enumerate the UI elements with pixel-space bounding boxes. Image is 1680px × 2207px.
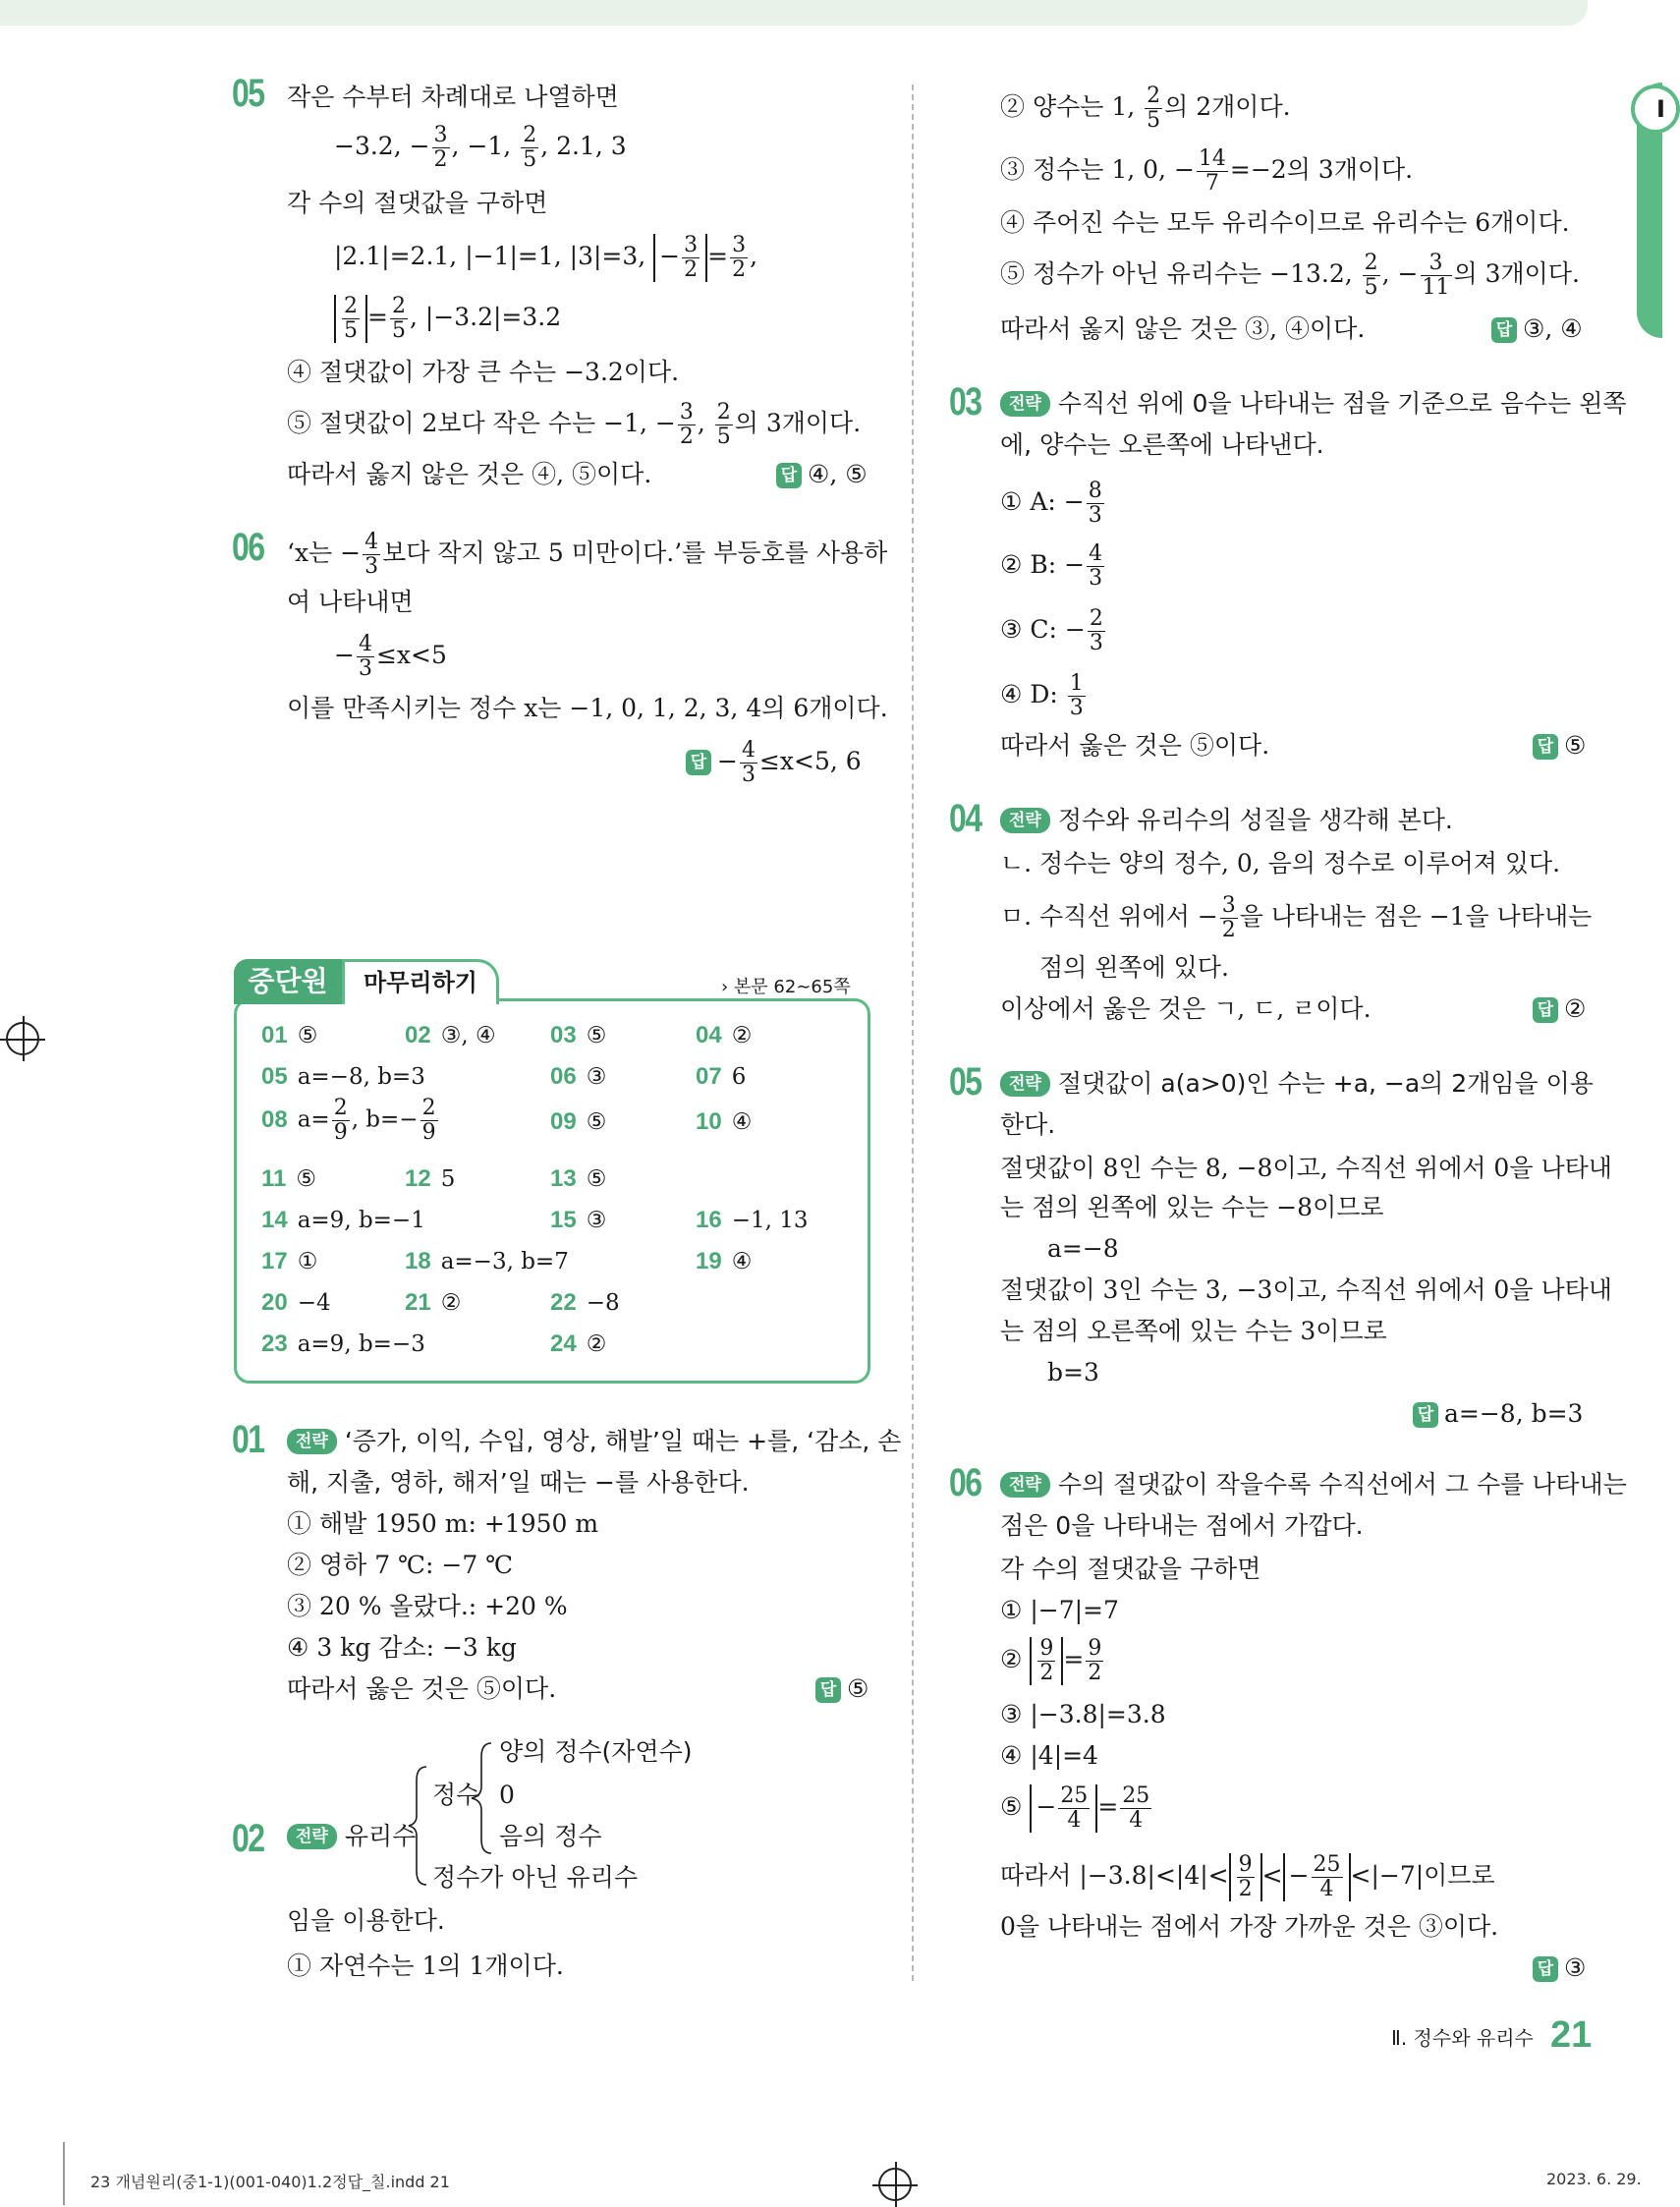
summary-answer-number: 02 <box>405 1022 431 1048</box>
summary-answer-item <box>696 1207 809 1234</box>
summary-answer-value: ⑤ <box>586 1109 607 1135</box>
summary-answer-value: ② <box>586 1331 607 1357</box>
fraction: $\frac{2}{5}$ <box>523 123 537 172</box>
q04-number: 04 <box>949 797 981 840</box>
q05r-line5: a=−8 <box>1047 1234 1119 1263</box>
fraction: $\frac{2}{5}$ <box>1147 84 1161 133</box>
summary-answer-item <box>261 1022 317 1049</box>
fraction: $\frac{4}{3}$ <box>364 530 379 579</box>
fraction: $\frac{3}{2}$ <box>679 400 694 449</box>
q06r-line2: 점은 0을 나타내는 점에서 가깝다. <box>1000 1511 1364 1540</box>
summary-answer-item <box>405 1022 496 1049</box>
summary-answer-item <box>550 1289 620 1317</box>
fraction: $\frac{3}{2}$ <box>1221 893 1236 942</box>
q06-answer: 답 − $\frac{4}{3}$ ≤x<5, 6 <box>686 739 862 787</box>
q06r-line6: ③ |−3.8|=3.8 <box>1000 1700 1166 1728</box>
summary-answer-item <box>550 1207 606 1234</box>
q03-c: ③ C: − $\frac{2}{3}$ <box>1000 606 1103 655</box>
q02-root: 전략 유리수 <box>287 1816 416 1857</box>
chapter-side-marker: I <box>1631 85 1680 134</box>
q02-line-after: 임을 이용한다. <box>287 1906 445 1935</box>
q05-line4: |2.1|=2.1, |−1|=1, |3|=3, − $\frac{3}{2}$ = $\frac{3}{2}$ , <box>334 233 758 282</box>
summary-answer-number: 24 <box>550 1330 577 1357</box>
q02c-line2: ③ 정수는 1, 0, − $\frac{14}{7}$ =−2의 3개이다. <box>1000 146 1414 196</box>
q03-answer: 답 ⑤ <box>1533 725 1586 766</box>
summary-answer-value: a=9, b=−1 <box>297 1208 425 1233</box>
q02-number: 02 <box>232 1817 264 1860</box>
q04-line5: 이상에서 옳은 것은 ㄱ, ㄷ, ㄹ이다. <box>1000 994 1372 1023</box>
summary-answer-value: −1, 13 <box>731 1208 809 1233</box>
q05-number: 05 <box>232 72 264 115</box>
fraction: $\frac{2}{5}$ <box>391 294 406 343</box>
summary-answer-number: 23 <box>261 1330 288 1357</box>
q05r-number: 05 <box>949 1060 981 1104</box>
summary-answer-item: 08 a= $\frac{2}{9}$ , b=− $\frac{2}{9}$ <box>261 1096 436 1145</box>
summary-answer-item <box>550 1330 606 1358</box>
q02c-line5: 따라서 옳지 않은 것은 ③, ④이다. <box>1000 314 1366 343</box>
q03-line1: 전략 수직선 위에 0을 나타내는 점을 기준으로 음수는 왼쪽 <box>1000 383 1627 424</box>
q05-line2: −3.2, − $\frac{3}{2}$ , −1, $\frac{2}{5}$ , 2.1, 3 <box>334 123 627 172</box>
summary-answer-number: 21 <box>405 1289 431 1316</box>
summary-answer-number: 18 <box>405 1248 431 1274</box>
fraction: $\frac{4}{3}$ <box>358 632 372 681</box>
summary-answer-value: ④ <box>731 1109 753 1135</box>
bottom-rule <box>63 2142 65 2205</box>
q02-zero: 0 <box>499 1781 515 1809</box>
q04-answer: 답 ② <box>1533 989 1586 1030</box>
strategy-tag: 전략 <box>287 1824 337 1849</box>
q03-b: ② B: − $\frac{4}{3}$ <box>1000 541 1103 591</box>
summary-answer-value: ① <box>297 1249 318 1274</box>
summary-answer-number: 06 <box>550 1063 577 1090</box>
q05r-line4: 는 점의 왼쪽에 있는 수는 −8이므로 <box>1000 1193 1384 1221</box>
summary-answer-number: 05 <box>261 1063 288 1090</box>
q05r-line1: 전략 절댓값이 a(a>0)인 수는 +a, −a의 2개임을 이용 <box>1000 1063 1594 1104</box>
footer-date: 2023. 6. 29. <box>1546 2170 1642 2188</box>
q05-line3: 각 수의 절댓값을 구하면 <box>287 189 548 217</box>
summary-answer-number: 11 <box>261 1165 287 1192</box>
summary-answer-number: 03 <box>550 1022 577 1048</box>
summary-answer-value: ④ <box>731 1249 753 1274</box>
summary-answer-value: 6 <box>731 1064 747 1090</box>
summary-answer-value: ⑤ <box>586 1023 607 1048</box>
answer-badge: 답 <box>686 750 711 775</box>
summary-answer-number: 16 <box>696 1207 722 1233</box>
summary-answer-value: ⑤ <box>586 1166 607 1192</box>
summary-answer-item <box>550 1063 606 1091</box>
summary-answer-number: 15 <box>550 1207 577 1233</box>
summary-answer-number: 10 <box>696 1108 722 1135</box>
summary-answer-item <box>696 1108 752 1136</box>
strategy-tag: 전략 <box>1000 1472 1050 1498</box>
page-number: 21 <box>1550 2014 1593 2056</box>
summary-answer-item <box>696 1022 752 1049</box>
q02-non-integers: 정수가 아닌 유리수 <box>432 1863 639 1892</box>
summary-answer-item <box>550 1022 606 1049</box>
q02c-line4: ⑤ 정수가 아닌 유리수는 −13.2, $\frac{2}{5}$ , − $\frac{3}{11}$ 의 3개이다. <box>1000 251 1580 300</box>
summary-answer-value: 5 <box>440 1166 456 1192</box>
answer-badge: 답 <box>776 463 802 488</box>
summary-answer-item <box>405 1165 455 1193</box>
summary-answer-value: −4 <box>297 1290 331 1316</box>
q05r-line3: 절댓값이 8인 수는 8, −8이고, 수직선 위에서 0을 나타내 <box>1000 1154 1612 1182</box>
summary-answer-value: a=−3, b=7 <box>440 1249 569 1274</box>
fraction: $\frac{1}{3}$ <box>1069 671 1084 720</box>
summary-answer-number: 07 <box>696 1063 722 1090</box>
q01-line4: ② 영하 7 ℃: −7 ℃ <box>287 1551 514 1579</box>
q05-answer: 답 ④, ⑤ <box>776 454 868 495</box>
fraction: $\frac{4}{3}$ <box>1089 541 1103 591</box>
registration-mark-icon <box>878 2168 912 2201</box>
q05r-answer: 답 a=−8, b=3 <box>1413 1393 1583 1435</box>
q03-line-end: 따라서 옳은 것은 ⑤이다. <box>1000 731 1270 760</box>
q06r-answer: 답 ③ <box>1533 1948 1586 1989</box>
q01-line7: 따라서 옳은 것은 ⑤이다. <box>287 1674 557 1703</box>
summary-title: 중단원 <box>234 959 342 1004</box>
abs-value: − $\frac{25}{4}$ <box>1030 1784 1097 1833</box>
strategy-tag: 전략 <box>1000 808 1050 833</box>
q06r-line8: ⑤ − $\frac{25}{4}$ = $\frac{25}{4}$ <box>1000 1783 1150 1833</box>
summary-answer-number: 17 <box>261 1248 288 1274</box>
q02-negative-integers: 음의 정수 <box>499 1822 602 1850</box>
strategy-tag: 전략 <box>1000 391 1050 417</box>
abs-value: $\frac{9}{2}$ <box>1229 1853 1262 1901</box>
fraction: $\frac{25}{4}$ <box>1122 1783 1150 1833</box>
summary-answer-value: a=9, b=−3 <box>297 1331 425 1357</box>
summary-answer-item <box>261 1165 316 1193</box>
q02-integers: 정수 <box>432 1781 480 1809</box>
q05r-line2: 한다. <box>1000 1110 1056 1139</box>
summary-answer-number: 04 <box>696 1022 722 1048</box>
q02c-line1: ② 양수는 1, $\frac{2}{5}$ 의 2개이다. <box>1000 84 1291 133</box>
fraction: $\frac{2}{5}$ <box>1364 251 1378 300</box>
q01-line6: ④ 3 kg 감소: −3 kg <box>287 1633 517 1662</box>
q03-number: 03 <box>949 380 981 424</box>
q06r-line5: ② $\frac{9}{2}$ = $\frac{9}{2}$ <box>1000 1636 1102 1685</box>
summary-answer-item <box>550 1108 606 1136</box>
q01-number: 01 <box>232 1418 264 1461</box>
summary-answer-number: 12 <box>405 1165 431 1192</box>
summary-answer-number: 20 <box>261 1289 288 1316</box>
q05r-line8: b=3 <box>1047 1358 1099 1386</box>
summary-answer-item <box>261 1330 425 1358</box>
summary-answer-item <box>696 1248 752 1275</box>
summary-answer-number: 01 <box>261 1022 288 1048</box>
summary-answer-number: 09 <box>550 1108 577 1135</box>
q04-line2: ㄴ. 정수는 양의 정수, 0, 음의 정수로 이루어져 있다. <box>1000 849 1561 877</box>
fraction: $\frac{14}{7}$ <box>1198 146 1226 196</box>
summary-answer-value: ⑤ <box>297 1023 318 1048</box>
summary-answer-item <box>261 1248 317 1275</box>
q04-line3: ㅁ. 수직선 위에서 − $\frac{3}{2}$ 을 나타내는 점은 −1을 나타내는 <box>1000 893 1593 942</box>
q02-answer: 답 ③, ④ <box>1491 309 1583 350</box>
q06-line2: 여 나타내면 <box>287 588 414 616</box>
q02-line-last: ① 자연수는 1의 1개이다. <box>287 1952 564 1980</box>
section-label: Ⅱ. 정수와 유리수 <box>1391 2026 1534 2050</box>
q05-line8: 따라서 옳지 않은 것은 ④, ⑤이다. <box>287 460 652 488</box>
summary-answer-value: a=−8, b=3 <box>297 1064 425 1090</box>
q05-line5: $\frac{2}{5}$ = $\frac{2}{5}$ , |−3.2|=3.2 <box>334 295 561 343</box>
fraction: $\frac{9}{2}$ <box>1088 1636 1102 1685</box>
summary-answer-item <box>696 1063 746 1091</box>
q06-line4: 이를 만족시키는 정수 x는 −1, 0, 1, 2, 3, 4의 6개이다. <box>287 694 888 722</box>
top-band <box>0 0 1588 26</box>
summary-answer-number: 08 <box>261 1105 288 1133</box>
strategy-tag: 전략 <box>287 1429 337 1454</box>
footer-filename: 23 개념원리(중1-1)(001-040)1.2정답_칠.indd 21 <box>90 2173 450 2191</box>
answer-badge: 답 <box>1533 997 1558 1023</box>
q01-line2: 해, 지출, 영하, 해저’일 때는 −를 사용한다. <box>287 1468 750 1497</box>
q01-answer: 답 ⑤ <box>815 1669 868 1710</box>
answer-badge: 답 <box>1491 317 1517 343</box>
column-divider <box>912 85 914 1981</box>
q05r-line7: 는 점의 오른쪽에 있는 수는 3이므로 <box>1000 1317 1387 1345</box>
q05-line6: ④ 절댓값이 가장 큰 수는 −3.2이다. <box>287 358 680 386</box>
q04-line1: 전략 정수와 유리수의 성질을 생각해 본다. <box>1000 800 1453 841</box>
summary-answer-item <box>405 1289 461 1317</box>
q06r-line4: ① |−7|=7 <box>1000 1596 1119 1624</box>
q05-line7: ⑤ 절댓값이 2보다 작은 수는 −1, − $\frac{3}{2}$ , $\frac{2}{5}$ 의 3개이다. <box>287 400 862 449</box>
fraction: $\frac{3}{2}$ <box>732 233 747 282</box>
q02-braces <box>413 1737 501 1895</box>
strategy-tag: 전략 <box>1000 1071 1050 1097</box>
q06r-line7: ④ |4|=4 <box>1000 1741 1098 1770</box>
q05-line1: 작은 수부터 차례대로 나열하면 <box>287 83 619 111</box>
abs-value: − $\frac{3}{2}$ <box>653 234 707 282</box>
fraction: $\frac{3}{2}$ <box>433 123 448 172</box>
q06-number: 06 <box>232 526 264 569</box>
fraction: $\frac{3}{11}$ <box>1422 251 1450 300</box>
summary-answer-value: −8 <box>586 1290 620 1316</box>
answer-badge: 답 <box>1413 1402 1438 1428</box>
summary-answer-number: 19 <box>696 1248 722 1274</box>
summary-answer-number: 22 <box>550 1289 577 1316</box>
summary-answer-item <box>405 1248 569 1275</box>
q02c-line3: ④ 주어진 수는 모두 유리수이므로 유리수는 6개이다. <box>1000 208 1570 237</box>
abs-value: $\frac{2}{5}$ <box>334 295 367 343</box>
summary-answer-item <box>261 1207 425 1234</box>
answer-badge: 답 <box>815 1677 841 1703</box>
q03-d: ④ D: $\frac{1}{3}$ <box>1000 671 1084 720</box>
summary-answer-value: ② <box>731 1023 753 1048</box>
summary-answer-value: ③ <box>586 1208 607 1233</box>
registration-mark-icon <box>6 1022 39 1055</box>
q03-a: ① A: − $\frac{8}{3}$ <box>1000 479 1102 528</box>
answer-badge: 답 <box>1533 1956 1558 1982</box>
q01-line3: ① 해발 1950 m: +1950 m <box>287 1509 599 1538</box>
q04-line4: 점의 왼쪽에 있다. <box>1039 953 1229 982</box>
summary-answer-item <box>550 1165 606 1193</box>
fraction: $\frac{2}{5}$ <box>716 400 731 449</box>
fraction: $\frac{8}{3}$ <box>1088 479 1102 528</box>
q02-positive-integers: 양의 정수(자연수) <box>499 1737 693 1766</box>
summary-answer-value: ⑤ <box>296 1166 316 1192</box>
q06-line3: − $\frac{4}{3}$ ≤x<5 <box>334 632 447 681</box>
q06r-line1: 전략 수의 절댓값이 작을수록 수직선에서 그 수를 나타내는 <box>1000 1464 1627 1505</box>
summary-answer-item <box>261 1063 425 1091</box>
q05r-line6: 절댓값이 3인 수는 3, −3이고, 수직선 위에서 0을 나타내 <box>1000 1275 1612 1304</box>
q06r-line9: 따라서 |−3.8|<|4|< $\frac{9}{2}$ < − $\frac{25}{4}$ <|−7|이므로 <box>1000 1852 1495 1901</box>
summary-answer-number: 14 <box>261 1207 288 1233</box>
summary-subtitle: 마무리하기 <box>342 959 499 1004</box>
q06r-number: 06 <box>949 1461 981 1504</box>
summary-answer-value: ③ <box>586 1064 607 1090</box>
summary-answer-value: ③, ④ <box>440 1023 496 1048</box>
q06-line1: ‘x는 − $\frac{4}{3}$ 보다 작지 않고 5 미만이다.’를 부등호를 사용하 <box>287 530 888 579</box>
q01-line5: ③ 20 % 올랐다.: +20 % <box>287 1592 568 1620</box>
q06r-line10: 0을 나타내는 점에서 가장 가까운 것은 ③이다. <box>1000 1912 1499 1941</box>
summary-page-reference: › 본문 62∼65쪽 <box>721 977 851 997</box>
q01-line1: 전략 ‘증가, 이익, 수입, 영상, 해발’일 때는 +를, ‘감소, 손 <box>287 1421 901 1462</box>
summary-answer-value: ② <box>440 1290 462 1316</box>
abs-value: − $\frac{25}{4}$ <box>1283 1853 1351 1901</box>
q03-line2: 에, 양수는 오른쪽에 나타낸다. <box>1000 430 1324 459</box>
summary-answer-item <box>261 1289 331 1317</box>
fraction: $\frac{2}{3}$ <box>1089 606 1103 655</box>
answer-badge: 답 <box>1533 734 1558 760</box>
summary-answer-number: 13 <box>550 1165 577 1192</box>
abs-value: $\frac{9}{2}$ <box>1030 1637 1063 1685</box>
q06r-line3: 각 수의 절댓값을 구하면 <box>1000 1555 1261 1583</box>
